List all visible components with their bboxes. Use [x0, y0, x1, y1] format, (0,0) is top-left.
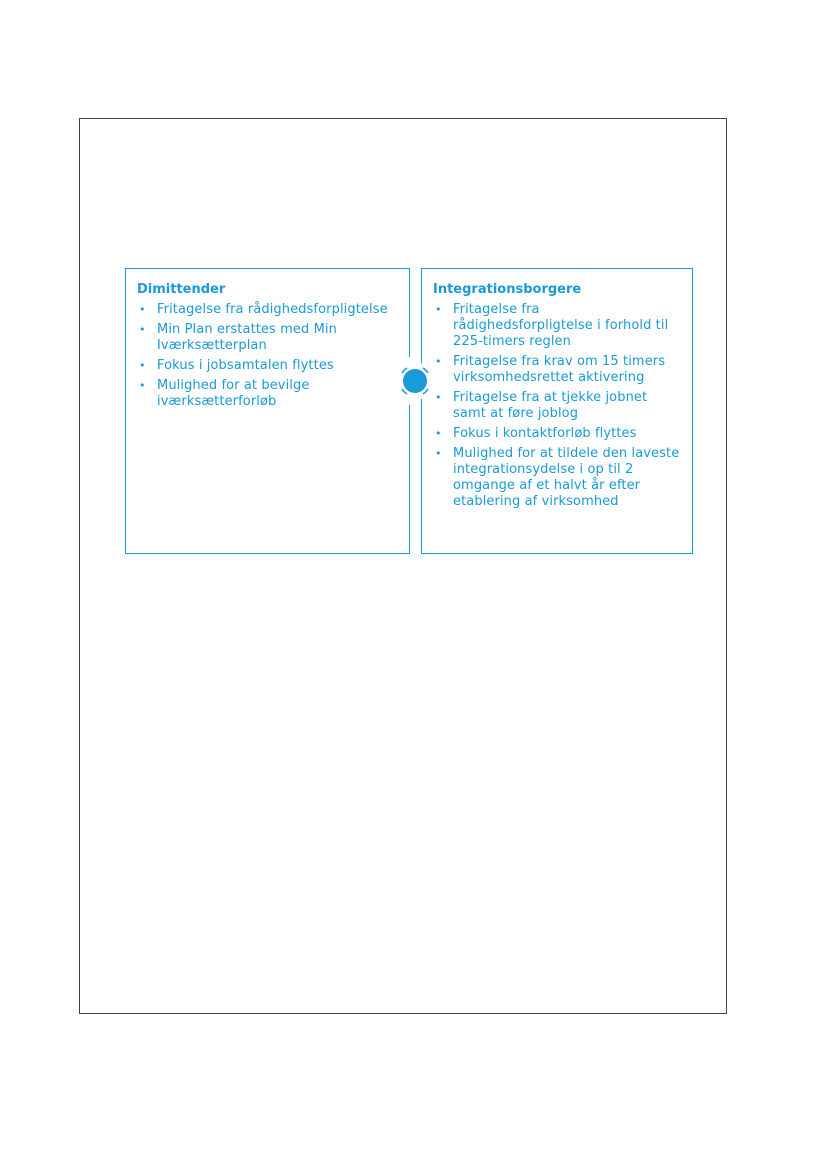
list-item-text: Fritagelse fra krav om 15 timers virksomhedsrettet aktivering [453, 354, 666, 385]
list-item [433, 446, 682, 510]
bullet-icon: • [139, 379, 146, 392]
list-item-text: Fokus i jobsamtalen flyttes [157, 358, 334, 373]
list-item-text: Fokus i kontaktforløb flyttes [453, 426, 637, 441]
list-item [137, 378, 399, 410]
bullet-icon: • [435, 427, 442, 440]
list-item [137, 302, 399, 318]
list-item [433, 302, 682, 350]
bullet-icon: • [435, 355, 442, 368]
list-item [137, 358, 399, 374]
list-item [137, 322, 399, 354]
bullet-icon: • [435, 303, 442, 316]
dimittender-list [137, 302, 399, 410]
list-item [433, 354, 682, 386]
card-title-dimittender: Dimittender [137, 282, 226, 297]
bullet-icon: • [139, 323, 146, 336]
bullet-icon: • [139, 303, 146, 316]
list-item-text: Fritagelse fra rådighedsforpligtelse [157, 302, 388, 317]
list-item-text: Fritagelse fra rådighedsforpligtelse i forhold til 225-timers reglen [453, 302, 669, 349]
dimittender-card [125, 268, 410, 554]
bullet-icon: • [139, 359, 146, 372]
list-item-text: Mulighed for at tildele den laveste integrationsydelse i op til 2 omgange af et halvt år efter etablering af virksomhed [453, 446, 680, 509]
list-item [433, 390, 682, 422]
integrationsborgere-card [421, 268, 693, 554]
card-title-integrationsborgere: Integrationsborgere [433, 282, 582, 297]
list-item [433, 426, 682, 442]
page-frame [79, 118, 727, 1014]
bullet-icon: • [435, 447, 442, 460]
bullet-icon: • [435, 391, 442, 404]
list-item-text: Min Plan erstattes med Min Iværksætterplan [157, 322, 337, 353]
connector-circle-icon [391, 357, 439, 405]
list-item-text: Fritagelse fra at tjekke jobnet samt at føre joblog [453, 390, 648, 421]
list-item-text: Mulighed for at bevilge iværksætterforløb [157, 378, 310, 409]
integrationsborgere-list [433, 302, 682, 510]
